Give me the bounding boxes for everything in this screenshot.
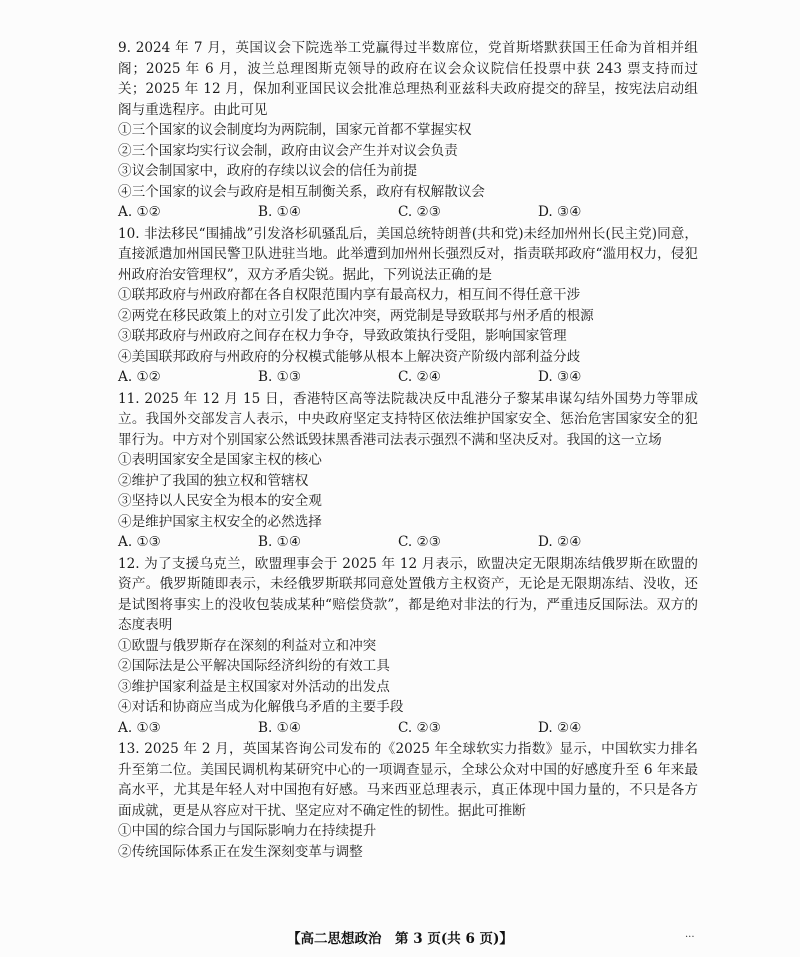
answer-choices [118, 367, 698, 388]
option-1: ①中国的综合国力与国际影响力在持续提升 [118, 823, 377, 839]
question-9 [118, 38, 698, 223]
answer-d: D. ③④ [538, 369, 582, 385]
answer-a: A. ①③ [118, 719, 161, 736]
option-3: ③坚持以人民安全为根本的安全观 [118, 493, 322, 509]
answer-a: A. ①② [118, 369, 161, 385]
option-1: ①表明国家安全是国家主权的核心 [118, 452, 322, 468]
answer-c: C. ②③ [398, 719, 441, 736]
question-10 [118, 224, 698, 388]
question-stem: 11. 2025 年 12 月 15 日，香港特区高等法院裁决反中乱港分子黎某串谋勾结外国势力等罪成立。我国外交部发言人表示，中央政府坚定支持特区依法维护国家安全、惩治危害国家安全的犯罪行为。中方对个别国家公然诋毁抹黑香港司法表示强烈不满和坚决反对。我国的这一立场 [118, 390, 698, 448]
answer-d: D. ③④ [538, 204, 582, 220]
answer-b: B. ①④ [258, 204, 302, 220]
option-1: ①联邦政府与州政府都在各自权限范围内享有最高权力，相互间不得任意干涉 [118, 287, 581, 303]
option-4: ④是维护国家主权安全的必然选择 [118, 513, 322, 530]
corner-mark: ... [685, 929, 695, 940]
option-3: ③维护国家利益是主权国家对外活动的出发点 [118, 678, 390, 695]
option-3: ③议会制国家中，政府的存续以议会的信任为前提 [118, 163, 418, 179]
option-2: ②三个国家均实行议会制，政府由议会产生并对议会负责 [118, 142, 458, 159]
option-1: ①欧盟与俄罗斯存在深刻的利益对立和冲突 [118, 637, 377, 654]
option-4: ④三个国家的议会与政府是相互制衡关系，政府有权解散议会 [118, 183, 486, 200]
answer-b: B. ①③ [258, 369, 302, 385]
answer-a: A. ①② [118, 204, 161, 220]
question-stem: 9. 2024 年 7 月，英国议会下院选举工党赢得过半数席位，党首斯塔默获国王任命为首相并组阁；2025 年 6 月，波兰总理图斯克领导的政府在议会众议院信任投票中获 243 票支持而过关；2025 年 12 月，保加利亚国民议会批准总理热利亚兹科夫政府提交的辞呈，按宪法启动组阁与重选程序。由此可见 [118, 40, 698, 118]
question-stem: 13. 2025 年 2 月，英国某咨询公司发布的《2025 年全球软实力指数》显示，中国软实力排名升至第二位。美国民调机构某研究中心的一项调查显示，全球公众对中国的好感度升至 6 年来最高水平，尤其是年轻人对中国抱有好感。马来西亚总理表示，真正体现中国力量的，不只是各方面成就，更是从容应对干扰、坚定应对不确定性的韧性。据此可推断 [118, 741, 698, 819]
option-4: ④美国联邦政府与州政府的分权模式能够从根本上解决资产阶级内部利益分歧 [118, 348, 581, 365]
question-stem: 12. 为了支援乌克兰，欧盟理事会于 2025 年 12 月表示，欧盟决定无限期冻结俄罗斯在欧盟的资产。俄罗斯随即表示，未经俄罗斯联邦同意处置俄方主权资产，无论是无限期冻结、没收，还是试图将事实上的没收包装成某种“赔偿贷款”，都是绝对非法的行为，严重违反国际法。双方的态度表明 [118, 555, 698, 633]
option-4: ④对话和协商应当成为化解俄乌矛盾的主要手段 [118, 699, 404, 715]
answer-choices [118, 202, 698, 223]
answer-c: C. ②③ [398, 204, 441, 220]
answer-choices [118, 532, 698, 553]
option-2: ②传统国际体系正在发生深刻变革与调整 [118, 843, 363, 860]
option-1: ①三个国家的议会制度均为两院制，国家元首都不掌握实权 [118, 122, 472, 138]
question-list [118, 38, 698, 862]
option-2: ②维护了我国的独立权和管辖权 [118, 472, 309, 489]
page-footer: 【高二思想政治 第 3 页(共 6 页)】 [287, 931, 513, 947]
answer-c: C. ②④ [398, 369, 441, 385]
answer-c: C. ②③ [398, 534, 441, 550]
answer-d: D. ②④ [538, 719, 582, 736]
question-13 [118, 739, 698, 862]
question-stem: 10. 非法移民“围捕战”引发洛杉矶骚乱后，美国总统特朗普(共和党)未经加州州长(民主党)同意，直接派遣加州国民警卫队进驻当地。此举遭到加州州长强烈反对，指责联邦政府“滥用权力，侵犯州政府治安管理权”，双方矛盾尖锐。据此，下列说法正确的是 [118, 225, 698, 283]
answer-a: A. ①③ [118, 534, 161, 550]
answer-d: D. ②④ [538, 534, 582, 550]
answer-b: B. ①④ [258, 534, 302, 550]
question-12 [118, 554, 698, 739]
option-2: ②两党在移民政策上的对立引发了此次冲突，两党制是导致联邦与州矛盾的根源 [118, 307, 594, 324]
answer-b: B. ①④ [258, 719, 302, 736]
answer-choices [118, 718, 698, 739]
option-2: ②国际法是公平解决国际经济纠纷的有效工具 [118, 658, 390, 674]
question-11 [118, 389, 698, 553]
option-3: ③联邦政府与州政府之间存在权力争夺，导致政策执行受阻，影响国家管理 [118, 328, 567, 344]
